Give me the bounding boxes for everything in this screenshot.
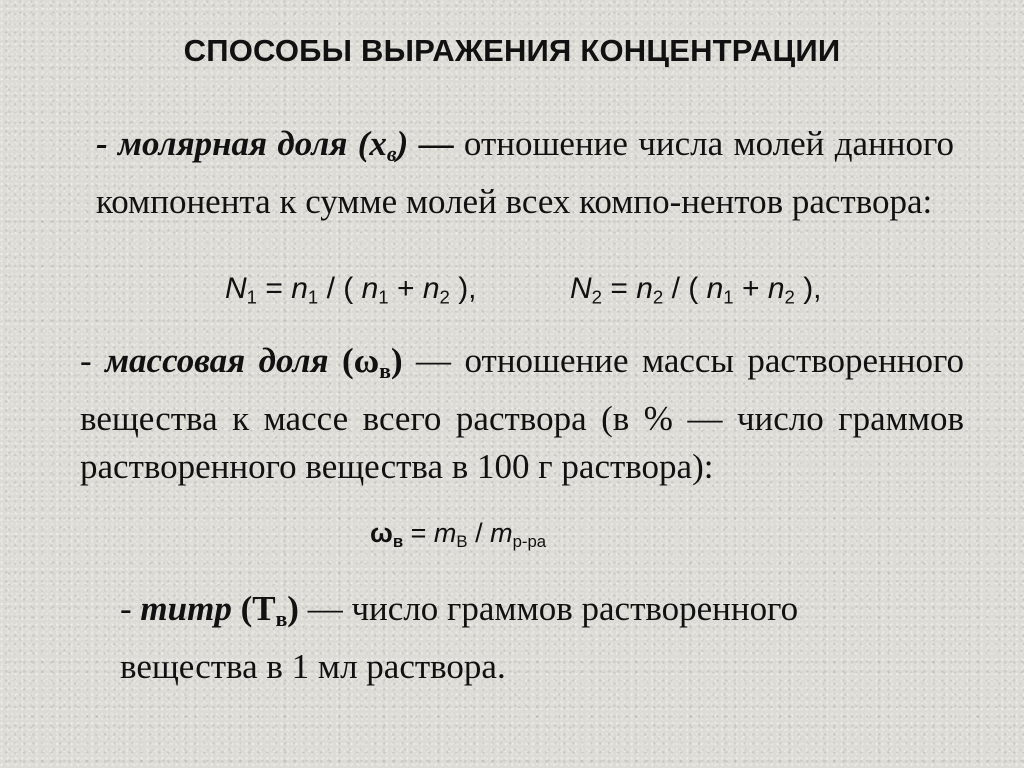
titr-symbol: (Т — [231, 589, 276, 628]
mass-symbol-close: ) — [390, 341, 403, 380]
titr-text: число граммов растворенного вещества в 1 мл раствора. — [120, 589, 799, 687]
formula-omega: ωв = mВ / mр-ра — [370, 518, 547, 552]
titr-term: титр — [140, 589, 232, 628]
mass-text: отношение массы растворенного вещества к массе всего раствора (в % — число граммов растворенного вещества в 100 г раствора): — [80, 341, 965, 487]
mass-bullet: - — [80, 341, 106, 380]
titr-bullet: - — [120, 589, 141, 628]
molar-dash: — — [408, 124, 464, 163]
titr-symbol-close: ) — [287, 589, 299, 628]
molar-symbol-close: ) — [396, 124, 409, 163]
titr-definition — [120, 585, 910, 691]
molar-text: отношение числа молей данного компонента к сумме молей всех компо-нентов раствора: — [96, 124, 955, 222]
slide-title: СПОСОБЫ ВЫРАЖЕНИЯ КОНЦЕНТРАЦИИ — [183, 33, 841, 68]
formula-n1: N1 = n1 / ( n1 + n2 ), — [225, 272, 477, 308]
mass-symbol-subscript: в — [379, 359, 391, 384]
formula-n2: N2 = n2 / ( n1 + n2 ), — [570, 272, 822, 308]
mass-dash: — — [402, 341, 465, 380]
titr-symbol-subscript: в — [275, 607, 288, 632]
molar-fraction-definition — [96, 120, 954, 226]
titr-dash: — — [298, 589, 352, 628]
mass-symbol: (ω — [342, 341, 380, 380]
mass-term: массовая доля — [105, 341, 329, 380]
molar-symbol-subscript: в — [386, 142, 397, 167]
mass-fraction-definition — [80, 337, 964, 491]
molar-bullet: - — [96, 124, 108, 163]
molar-symbol: (x — [357, 124, 387, 163]
molar-term: молярная доля — [118, 124, 348, 163]
